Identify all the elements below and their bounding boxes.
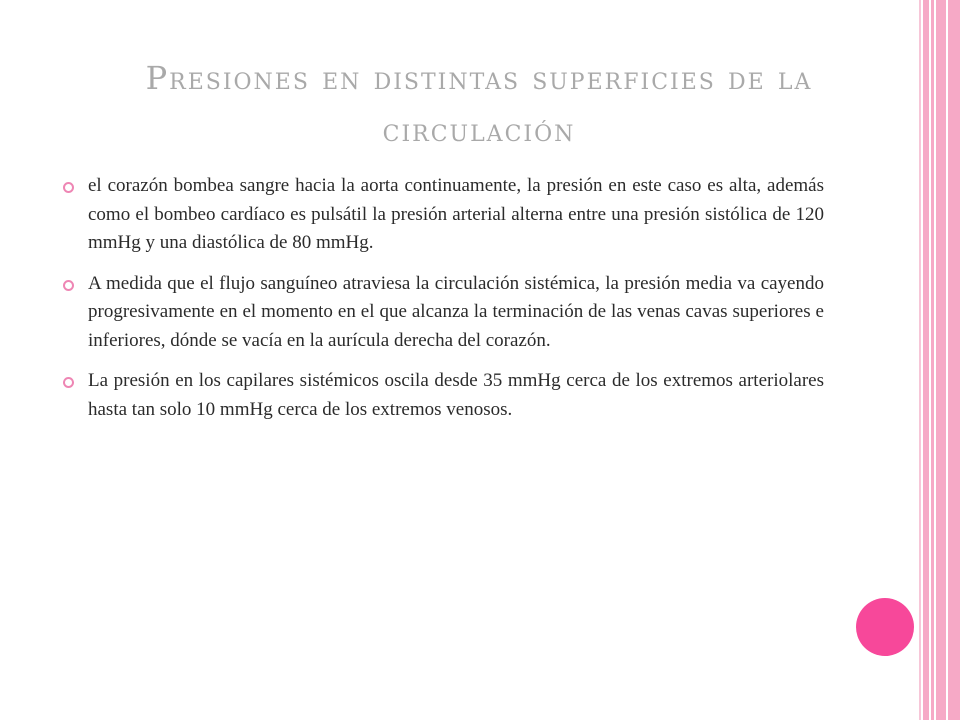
side-band-stripe (936, 0, 960, 720)
bullet-item (62, 172, 824, 258)
bullet-text: La presión en los capilares sistémicos oscila desde 35 mmHg cerca de los extremos arteriolares hasta tan solo 10 mmHg cerca de los extremos venosos. (88, 370, 824, 420)
bullet-circle-icon (63, 377, 74, 388)
bullet-text: A medida que el flujo sanguíneo atraviesa la circulación sistémica, la presión media va cayendo progresivamente en el momento en el que alcanza la terminación de las venas cavas superiores e inferiores, dónde se vacía en la aurícula derecha del corazón. (88, 272, 824, 351)
bullet-item (62, 270, 824, 356)
bullet-circle-icon (63, 280, 74, 291)
bullet-list (62, 172, 824, 436)
bullet-circle-icon (63, 182, 74, 193)
decorative-circle (856, 598, 914, 656)
bullet-item (62, 367, 824, 424)
bullet-text: el corazón bombea sangre hacia la aorta continuamente, la presión en este caso es alta, además como el bombeo cardíaco es pulsátil la presión arterial alterna entre una presión sistólica de 120 mmHg y una diastólica de 80 mmHg. (88, 175, 824, 253)
slide-title: Presiones en distintas superficies de la circulación (145, 59, 813, 149)
side-band-stripe (946, 0, 948, 720)
